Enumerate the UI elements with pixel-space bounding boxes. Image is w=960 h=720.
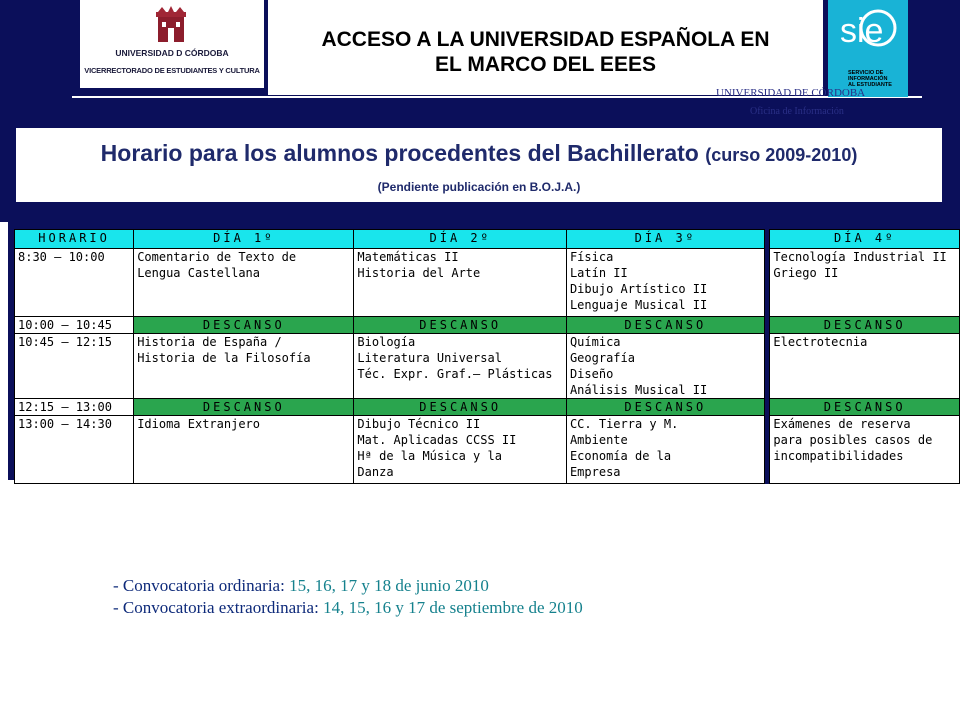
university-crest-icon [152, 6, 190, 44]
header-cell-day2: DÍA 2º [354, 230, 567, 249]
time-cell: 8:30 – 10:00 [15, 249, 134, 317]
ordinary-label: - Convocatoria ordinaria: [113, 576, 285, 595]
break-cell: DESCANSO [134, 399, 354, 416]
break-cell: DESCANSO [566, 399, 764, 416]
sie-logo-text: sie [840, 12, 884, 50]
subject-line: Téc. Expr. Graf.– Plásticas [357, 367, 553, 381]
office-caption-line2: Oficina de Información [750, 106, 844, 117]
title-box [268, 0, 823, 95]
subject-line: Mat. Aplicadas CCSS II [357, 433, 517, 447]
subject-line: Historia del Arte [357, 266, 481, 280]
schedule-table [14, 229, 960, 484]
header-cell-horario: HORARIO [15, 230, 134, 249]
exam-cell [134, 249, 354, 317]
exam-cell [770, 416, 960, 484]
time-cell: 12:15 – 13:00 [15, 399, 134, 416]
exam-cell [354, 416, 567, 484]
subject-line: Tecnología Industrial II [773, 250, 947, 264]
banner-note: (Pendiente publicación en B.O.J.A.) [377, 180, 581, 194]
banner-title-text: Horario para los alumnos procedentes del Bachillerato [100, 140, 699, 166]
subject-line: Latín II [569, 266, 628, 280]
break-cell: DESCANSO [354, 317, 567, 334]
subject-line: Economía de la [569, 449, 672, 463]
sie-caption-line3: AL ESTUDIANTE [848, 82, 892, 88]
break-cell: DESCANSO [770, 399, 960, 416]
main-title-line1: ACCESO A LA UNIVERSIDAD ESPAÑOLA EN [321, 28, 770, 51]
subject-line: CC. Tierra y M. [569, 417, 679, 431]
subject-line: Idioma Extranjero [137, 417, 261, 431]
banner-box [16, 128, 942, 202]
sie-caption-line1: SERVICIO DE [848, 70, 884, 76]
table-row [15, 334, 960, 399]
subject-line: Diseño [569, 367, 614, 381]
ordinary-exam-dates [113, 575, 583, 597]
break-cell: DESCANSO [770, 317, 960, 334]
table-row [15, 416, 960, 484]
subject-line: Literatura Universal [357, 351, 502, 365]
exam-cell [770, 334, 960, 399]
exam-cell [770, 249, 960, 317]
exam-cell [134, 416, 354, 484]
time-cell: 13:00 – 14:30 [15, 416, 134, 484]
subject-line: Hª de la Música y la [357, 449, 502, 463]
break-row [15, 317, 960, 334]
banner-title [16, 140, 942, 167]
table-row [15, 249, 960, 317]
time-cell: 10:00 – 10:45 [15, 317, 134, 334]
office-caption-line1: UNIVERSIDAD DE CÓRDOBA [716, 87, 866, 99]
main-title-line2: EL MARCO DEL EEES [435, 53, 656, 76]
exam-cell [134, 334, 354, 399]
exam-dates [113, 575, 583, 619]
schedule-header-row [15, 230, 960, 249]
exam-cell [354, 249, 567, 317]
subject-line: incompatibilidades [773, 449, 904, 463]
break-cell: DESCANSO [134, 317, 354, 334]
subject-line: Dibujo Técnico II [357, 417, 481, 431]
break-row [15, 399, 960, 416]
subject-line: Danza [357, 465, 394, 479]
subject-line: Lenguaje Musical II [569, 298, 708, 312]
break-cell: DESCANSO [566, 317, 764, 334]
university-name: UNIVERSIDAD D CÓRDOBA [115, 48, 229, 58]
header-cell-day3: DÍA 3º [566, 230, 764, 249]
subject-line: para posibles casos de [773, 433, 933, 447]
extraordinary-label: - Convocatoria extraordinaria: [113, 598, 319, 617]
subject-line: Química [569, 335, 621, 349]
subject-line: Electrotecnia [773, 335, 868, 349]
sie-caption-line2: INFORMACIÓN [848, 76, 888, 82]
subject-line: Griego II [773, 266, 839, 280]
extraordinary-exam-dates [113, 597, 583, 619]
subject-line: Historia de España / [137, 335, 282, 349]
subject-line: Lengua Castellana [137, 266, 261, 280]
exam-cell [566, 249, 764, 317]
university-subtitle: VICERRECTORADO DE ESTUDIANTES Y CULTURA [84, 66, 260, 75]
banner-course: (curso 2009-2010) [705, 145, 858, 165]
extraordinary-dates: 14, 15, 16 y 17 de septiembre de 2010 [323, 598, 583, 617]
subject-line: Matemáticas II [357, 250, 459, 264]
subject-line: Empresa [569, 465, 621, 479]
subject-line: Comentario de Texto de [137, 250, 297, 264]
subject-line: Ambiente [569, 433, 628, 447]
sie-caption [848, 70, 906, 88]
subject-line: Dibujo Artístico II [569, 282, 708, 296]
ordinary-dates: 15, 16, 17 y 18 de junio 2010 [289, 576, 489, 595]
subject-line: Física [569, 250, 614, 264]
exam-cell [566, 416, 764, 484]
subject-line: Biología [357, 335, 416, 349]
subject-line: Geografía [569, 351, 635, 365]
university-logo [80, 0, 264, 88]
header-cell-day4: DÍA 4º [770, 230, 960, 249]
subject-line: Historia de la Filosofía [137, 351, 311, 365]
time-cell: 10:45 – 12:15 [15, 334, 134, 399]
subject-line: Análisis Musical II [569, 383, 708, 397]
sie-logo-icon [838, 6, 898, 54]
exam-cell [354, 334, 567, 399]
header-cell-day1: DÍA 1º [134, 230, 354, 249]
exam-cell [566, 334, 764, 399]
break-cell: DESCANSO [354, 399, 567, 416]
sie-logo [828, 0, 908, 97]
subject-line: Exámenes de reserva [773, 417, 911, 431]
